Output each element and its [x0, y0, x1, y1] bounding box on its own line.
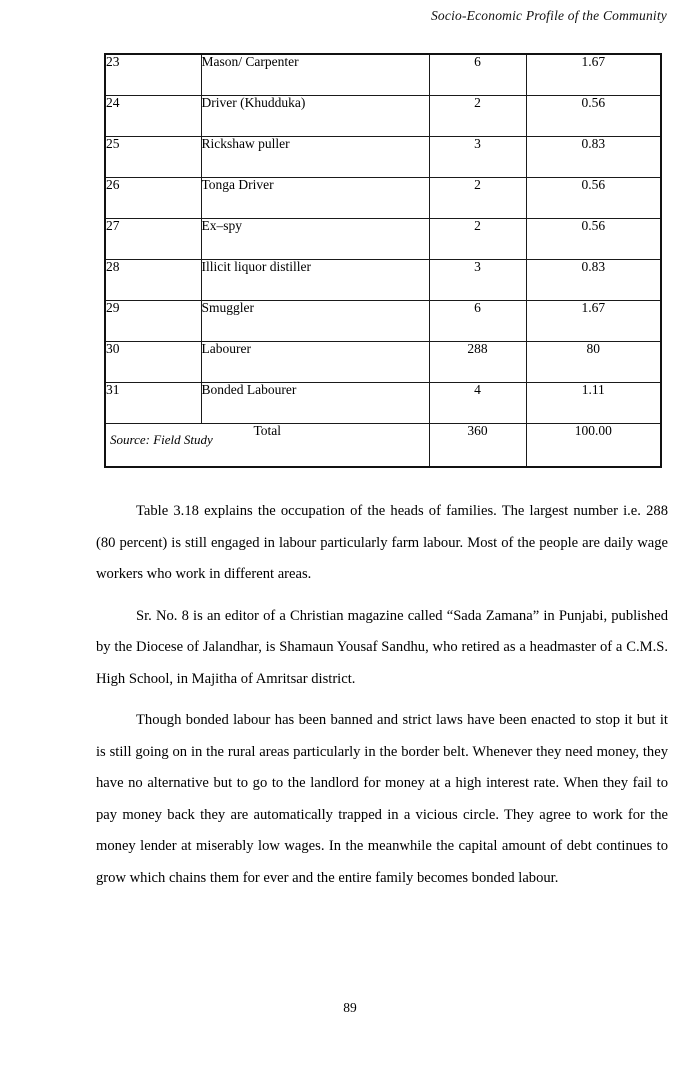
table-row — [105, 342, 661, 383]
table-row — [105, 383, 661, 424]
cell-sr: 27 — [105, 219, 201, 260]
cell-occupation: Ex–spy — [201, 219, 429, 260]
running-head: Socio-Economic Profile of the Community — [430, 8, 667, 23]
cell-occupation: Smuggler — [201, 301, 429, 342]
cell-number: 6 — [429, 301, 526, 342]
cell-sr: 30 — [105, 342, 201, 383]
page-number: 89 — [343, 1000, 357, 1015]
cell-occupation: Driver (Khudduka) — [201, 96, 429, 137]
table-row — [105, 54, 661, 96]
cell-number: 6 — [429, 54, 526, 96]
cell-sr: 31 — [105, 383, 201, 424]
paragraph-table-explanation: Table 3.18 explains the occupation of the heads of families. The largest number i.e. 288 (80 percent) is still engaged in labour particularly farm labour. Most of the people are daily wage workers who work in different areas. — [96, 503, 668, 582]
cell-sr: 25 — [105, 137, 201, 178]
cell-total-label: Total — [105, 424, 429, 468]
cell-sr: 24 — [105, 96, 201, 137]
cell-percent: 1.11 — [526, 383, 661, 424]
cell-number: 3 — [429, 137, 526, 178]
cell-occupation: Tonga Driver — [201, 178, 429, 219]
table-row — [105, 301, 661, 342]
occupation-table — [104, 53, 662, 468]
occupation-table-container — [104, 53, 660, 468]
cell-percent: 80 — [526, 342, 661, 383]
cell-occupation: Mason/ Carpenter — [201, 54, 429, 96]
cell-number: 2 — [429, 219, 526, 260]
cell-number: 288 — [429, 342, 526, 383]
cell-occupation: Illicit liquor distiller — [201, 260, 429, 301]
cell-occupation: Bonded Labourer — [201, 383, 429, 424]
source-note: Source: Field Study — [110, 432, 213, 447]
table-row — [105, 219, 661, 260]
cell-sr: 28 — [105, 260, 201, 301]
cell-sr: 29 — [105, 301, 201, 342]
cell-total-percent: 100.00 — [526, 424, 661, 468]
paragraph-bonded-labour: Though bonded labour has been banned and strict laws have been enacted to stop it but it is still going on in the rural areas particularly in the border belt. Whenever they need money, they have no alternative but to go to the landlord for money at a high interest rate. When they fail to pay money back they are automatically trapped in a vicious circle. They agree to work for the money lender at miserably low wages. In the meanwhile the capital amount of debt continues to grow which chains them for ever and the entire family becomes bonded labour. — [96, 712, 668, 886]
table-body — [105, 54, 661, 467]
table-row — [105, 260, 661, 301]
cell-percent: 0.83 — [526, 137, 661, 178]
table-row — [105, 137, 661, 178]
paragraph-editor-profile: Sr. No. 8 is an editor of a Christian magazine called “Sada Zamana” in Punjabi, published by the Diocese of Jalandhar, is Shamaun Yousaf Sandhu, who retired as a headmaster of a C.M.S. High School, in Majitha of Amritsar district. — [96, 607, 668, 687]
cell-number: 4 — [429, 383, 526, 424]
cell-occupation: Labourer — [201, 342, 429, 383]
cell-occupation: Rickshaw puller — [201, 137, 429, 178]
cell-sr: 23 — [105, 54, 201, 96]
table-row — [105, 178, 661, 219]
body-copy — [96, 496, 668, 894]
cell-percent: 0.56 — [526, 219, 661, 260]
cell-percent: 0.56 — [526, 178, 661, 219]
cell-percent: 0.83 — [526, 260, 661, 301]
cell-percent: 1.67 — [526, 54, 661, 96]
cell-number: 3 — [429, 260, 526, 301]
cell-percent: 0.56 — [526, 96, 661, 137]
cell-number: 2 — [429, 178, 526, 219]
table-row — [105, 96, 661, 137]
cell-number: 2 — [429, 96, 526, 137]
cell-total-number: 360 — [429, 424, 526, 468]
cell-sr: 26 — [105, 178, 201, 219]
cell-percent: 1.67 — [526, 301, 661, 342]
